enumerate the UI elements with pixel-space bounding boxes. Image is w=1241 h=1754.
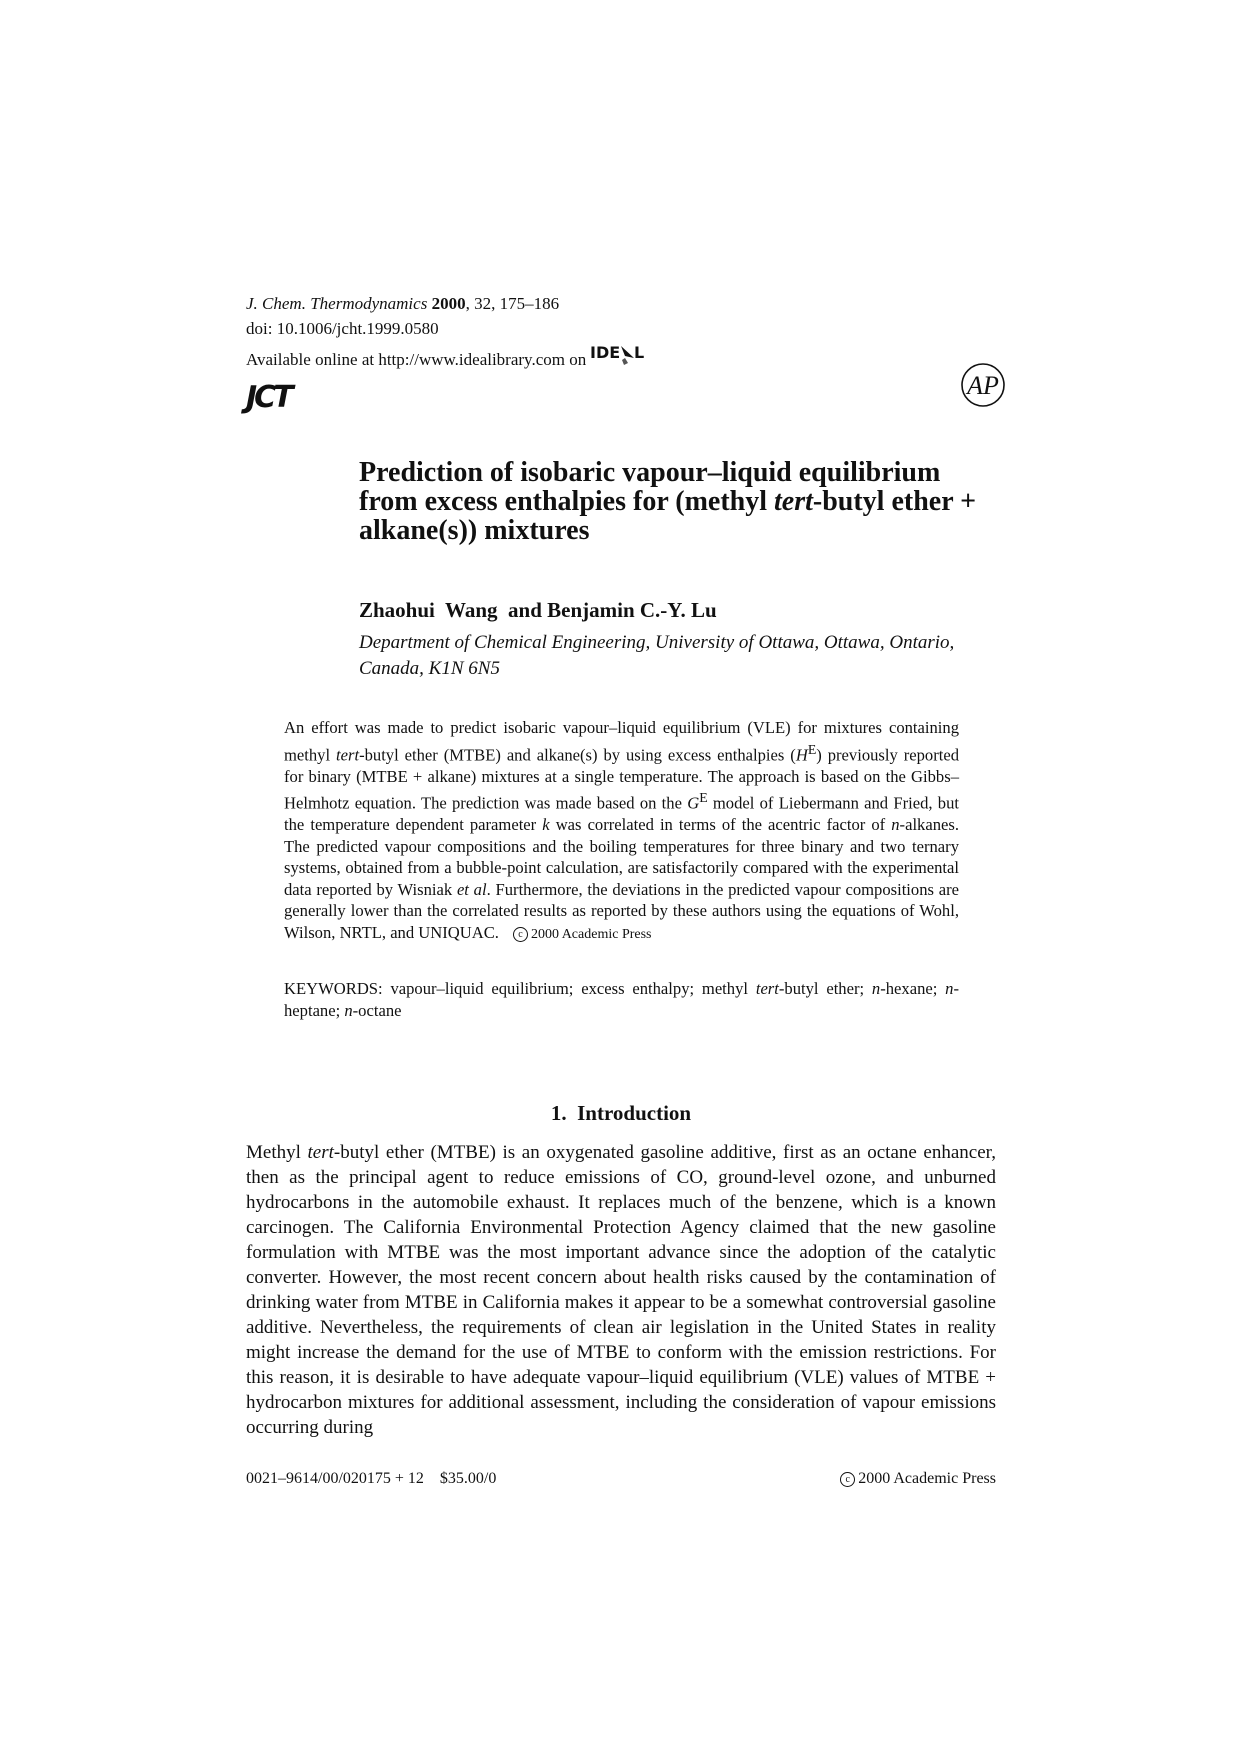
abstract-text: model of Liebermann and Fried, but the temperature dependent parameter bbox=[284, 793, 959, 835]
abstract-text: was correlated in terms of the acentric factor of bbox=[549, 815, 892, 835]
copyright-icon: c bbox=[840, 1472, 855, 1487]
abstract bbox=[284, 717, 959, 945]
paper-title bbox=[359, 458, 999, 545]
superscript-e: E bbox=[699, 790, 708, 806]
symbol-g: G bbox=[687, 793, 700, 813]
title-part-2: -butyl ether + alkane(s)) mixtures bbox=[359, 486, 977, 546]
abstract-italic: tert bbox=[336, 745, 360, 765]
ideal-logo-book bbox=[622, 358, 628, 365]
online-text: Available online at http://www.idealibrary.com on bbox=[246, 350, 587, 369]
abstract-text: -alkanes. The predicted vapour compositions and the boiling temperatures for three binary and two ternary systems, obtained from a bubble-point calculation, are satisfactorily compared with the experimental data reported by Wisniak bbox=[284, 815, 959, 899]
journal-name: J. Chem. Thermodynamics bbox=[246, 294, 428, 313]
title-part-italic: tert bbox=[774, 486, 813, 517]
doi-line: doi: 10.1006/jcht.1999.0580 bbox=[246, 319, 439, 338]
jct-logo-text: JCT bbox=[246, 380, 291, 415]
keywords-italic: n bbox=[871, 979, 881, 998]
ideal-logo-text-1: IDE bbox=[590, 343, 621, 362]
keywords-text: -octane bbox=[352, 1000, 402, 1020]
keywords-italic: n bbox=[945, 979, 954, 998]
intro-italic: tert bbox=[307, 1142, 334, 1163]
citation-line bbox=[246, 291, 642, 316]
intro-text: -butyl ether (MTBE) is an oxygenated gasoline additive, first as an octane enhancer, then as the principal agent to reduce emissions of CO, ground-level ozone, and unburned hydrocarbons in the automobile exhaust. It replaces much of the benzene, which is a known carcinogen. The California Environmental Protection Agency claimed that the new gasoline formulation with MTBE was the most important advance since the adoption of the catalytic converter. However, the most recent concern about health risks caused by the contamination of drinking water from MTBE in California makes it appear to be a somewhat controversial gasoline additive. Nevertheless, the requirements of clean air legislation in the United States in reality might increase the demand for the use of MTBE to conform with the emission restrictions. For this reason, it is desirable to have adequate vapour–liquid equilibrium (VLE) values of MTBE + hydrocarbon mixtures for additional assessment, including the consideration of vapour emissions occurring during bbox=[246, 1142, 996, 1438]
copyright-text: 2000 Academic Press bbox=[858, 1470, 996, 1487]
symbol-h: H bbox=[795, 745, 808, 765]
title-part-1: Prediction of isobaric vapour–liquid equilibrium from excess enthalpies for (methyl bbox=[359, 457, 941, 517]
abstract-text: -butyl ether (MTBE) and alkane(s) by using excess enthalpies ( bbox=[359, 745, 796, 765]
intro-paragraph bbox=[246, 1140, 996, 1440]
online-line bbox=[246, 341, 645, 374]
keywords-text: -heptane; bbox=[284, 979, 959, 1020]
keywords-italic: tert bbox=[755, 979, 779, 998]
copyright-icon: c bbox=[513, 927, 528, 942]
section-heading: 1. Introduction bbox=[550, 1101, 692, 1125]
symbol-n: n bbox=[891, 815, 900, 835]
abstract-text: ) previously reported for binary (MTBE + alkane) mixtures at a single temperature. The approach is based on the Gibbs–Helmhotz equation. The prediction was made based on the bbox=[284, 745, 959, 813]
superscript-e: E bbox=[807, 741, 817, 757]
journal-year: 2000 bbox=[431, 294, 466, 313]
ap-logo bbox=[960, 362, 1006, 413]
footer-code: 0021–9614/00/020175 + 12 $35.00/0 bbox=[246, 1470, 497, 1487]
copyright-text: 2000 Academic Press bbox=[530, 926, 652, 942]
journal-header bbox=[246, 291, 645, 374]
keywords-italic: n bbox=[344, 1000, 353, 1020]
volume-pages: , 32, 175–186 bbox=[465, 294, 560, 313]
keywords-text: KEYWORDS: vapour–liquid equilibrium; excess enthalpy; methyl bbox=[284, 979, 756, 998]
intro-text: Methyl bbox=[246, 1142, 308, 1163]
keywords-text: -butyl ether; bbox=[778, 979, 872, 998]
abstract-text: An effort was made to predict isobaric vapour–liquid equilibrium (VLE) for mixtures containing methyl bbox=[284, 718, 959, 765]
jct-logo bbox=[246, 380, 306, 417]
footer-copyright bbox=[830, 1470, 996, 1488]
keywords bbox=[284, 978, 959, 1021]
affiliation: Department of Chemical Engineering, University of Ottawa, Ottawa, Ontario, Canada, K1N 6N5 bbox=[359, 632, 955, 679]
abstract-text: . Furthermore, the deviations in the predicted vapour compositions are generally lower than the correlated results as reported by these authors using the equations of Wohl, Wilson, NRTL, and UNIQUAC. bbox=[284, 879, 959, 942]
ideal-logo-text-2: L bbox=[634, 343, 645, 362]
ideal-logo bbox=[590, 341, 645, 374]
ap-logo-text: AP bbox=[967, 371, 999, 400]
symbol-k: k bbox=[542, 815, 550, 835]
abstract-copyright bbox=[513, 927, 652, 942]
keywords-text: -hexane; bbox=[880, 979, 946, 998]
ideal-logo-arrow bbox=[621, 346, 634, 358]
authors: Zhaohui Wang and Benjamin C.-Y. Lu bbox=[359, 598, 717, 622]
abstract-italic: et al bbox=[456, 879, 487, 899]
